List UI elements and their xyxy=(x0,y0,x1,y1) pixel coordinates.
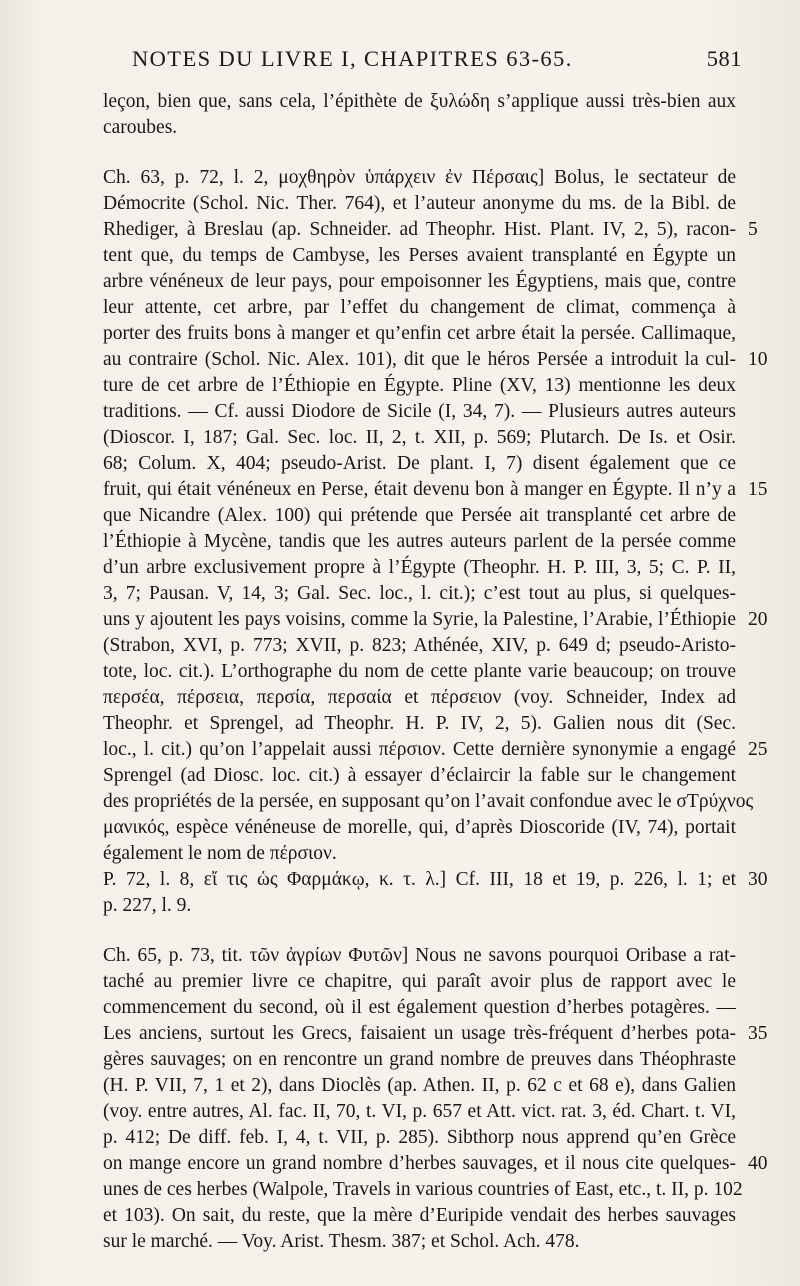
line-number: 10 xyxy=(748,349,768,370)
text-line: l’Éthiopie à Mycène, tandis que les autres auteurs parlent de la persée comme xyxy=(103,531,736,552)
text-line: gères sauvages; on en rencontre un grand nombre de preuves dans Théophraste xyxy=(103,1049,736,1070)
line-number: 25 xyxy=(748,739,768,760)
text-line: μανικός, espèce vénéneuse de morelle, qui, d’après Dioscoride (IV, 74), portait xyxy=(103,817,736,838)
text-line: fruit, qui était vénéneux en Perse, était devenu bon à manger en Égypte. Il n’y a xyxy=(103,479,736,500)
text-line: traditions. — Cf. aussi Diodore de Sicile (I, 34, 7). — Plusieurs autres auteurs xyxy=(103,401,736,422)
text-line: Les anciens, surtout les Grecs, faisaient un usage très-fréquent d’herbes pota- xyxy=(103,1023,736,1044)
text-line: 3, 7; Pausan. V, 14, 3; Gal. Sec. loc., l. cit.); c’est tout au plus, si quelques- xyxy=(103,583,736,604)
text-line: (voy. entre autres, Al. fac. II, 70, t. VI, p. 657 et Att. vict. rat. 3, éd. Chart. t. VI, xyxy=(103,1101,736,1122)
running-header xyxy=(132,46,742,82)
text-line: p. 227, l. 9. xyxy=(103,895,192,916)
line-number: 35 xyxy=(748,1023,768,1044)
text-line: commencement du second, où il est également question d’herbes potagères. — xyxy=(103,997,736,1018)
text-line: Rhediger, à Breslau (ap. Schneider. ad Theophr. Hist. Plant. IV, 2, 5), racon- xyxy=(103,219,736,240)
text-line: d’un arbre exclusivement propre à l’Égypte (Theophr. H. P. III, 3, 5; C. P. II, xyxy=(103,557,736,578)
text-line: loc., l. cit.) qu’on l’appelait aussi πέρσιον. Cette dernière synonymie a engagé xyxy=(103,739,736,760)
text-line: p. 412; De diff. feb. I, 4, t. VII, p. 285). Sibthorp nous apprend qu’en Grèce xyxy=(103,1127,736,1148)
text-line: on mange encore un grand nombre d’herbes sauvages, et il nous cite quelques- xyxy=(103,1153,736,1174)
text-line: (Dioscor. I, 187; Gal. Sec. loc. II, 2, t. XII, p. 569; Plutarch. De Is. et Osir. xyxy=(103,427,736,448)
line-number: 40 xyxy=(748,1153,768,1174)
text-line: Sprengel (ad Diosc. loc. cit.) à essayer d’éclaircir la fable sur le changement xyxy=(103,765,736,786)
page-number: 581 xyxy=(706,46,742,71)
line-number: 20 xyxy=(748,609,768,630)
text-line: tent que, du temps de Cambyse, les Perses avaient transplanté en Égypte un xyxy=(103,245,736,266)
text-line: ture de cet arbre de l’Éthiopie en Égypte. Pline (XV, 13) mentionne les deux xyxy=(103,375,736,396)
line-number: 5 xyxy=(748,219,758,240)
text-line: unes de ces herbes (Walpole, Travels in various countries of East, etc., t. II, p. 102 xyxy=(103,1179,743,1200)
text-line: également le nom de πέρσιον. xyxy=(103,843,337,864)
header-title: NOTES DU LIVRE I, CHAPITRES 63-65. xyxy=(132,46,573,71)
text-line: taché au premier livre ce chapitre, qui paraît avoir plus de rapport avec le xyxy=(103,971,736,992)
text-line: περσέα, πέρσεια, περσία, περσαία et πέρσειον (voy. Schneider, Index ad xyxy=(103,687,736,708)
text-line: (Strabon, XVI, p. 773; XVII, p. 823; Athénée, XIV, p. 649 d; pseudo-Aristo- xyxy=(103,635,736,656)
text-line: au contraire (Schol. Nic. Alex. 101), dit que le héros Persée a introduit la cul- xyxy=(103,349,736,370)
text-line: porter des fruits bons à manger et qu’enfin cet arbre était la persée. Callimaque, xyxy=(103,323,736,344)
text-line: leur attente, cet arbre, par l’effet du changement de climat, commença à xyxy=(103,297,736,318)
text-line: arbre vénéneux de leur pays, pour empoisonner les Égyptiens, mais que, contre xyxy=(103,271,736,292)
line-number: 15 xyxy=(748,479,768,500)
text-line: 68; Colum. X, 404; pseudo-Arist. De plant. I, 7) disent également que ce xyxy=(103,453,736,474)
text-line: Ch. 65, p. 73, tit. τῶν ἀγρίων Φυτῶν] Nous ne savons pourquoi Oribase a rat- xyxy=(103,945,736,966)
text-line: uns y ajoutent les pays voisins, comme la Syrie, la Palestine, l’Arabie, l’Éthiopie xyxy=(103,609,736,630)
text-line: leçon, bien que, sans cela, l’épithète de ξυλώδη s’applique aussi très-bien aux xyxy=(103,91,736,112)
text-line: sur le marché. — Voy. Arist. Thesm. 387; et Schol. Ach. 478. xyxy=(103,1231,580,1252)
line-number: 30 xyxy=(748,869,768,890)
text-line: et 103). On sait, du reste, que la mère d’Euripide vendait des herbes sauvages xyxy=(103,1205,736,1226)
text-line: Ch. 63, p. 72, l. 2, μοχθηρὸν ὑπάρχειν ἐν Πέρσαις] Bolus, le sectateur de xyxy=(103,167,736,188)
text-line: Démocrite (Schol. Nic. Ther. 764), et l’auteur anonyme du ms. de la Bibl. de xyxy=(103,193,736,214)
text-line: tote, loc. cit.). L’orthographe du nom de cette plante varie beaucoup; on trouve xyxy=(103,661,736,682)
text-line: que Nicandre (Alex. 100) qui prétende que Persée ait transplanté cet arbre de xyxy=(103,505,736,526)
text-line: caroubes. xyxy=(103,117,178,138)
text-line: Theophr. et Sprengel, ad Theophr. H. P. IV, 2, 5). Galien nous dit (Sec. xyxy=(103,713,736,734)
text-line: (H. P. VII, 7, 1 et 2), dans Dioclès (ap. Athen. II, p. 62 c et 68 e), dans Galien xyxy=(103,1075,736,1096)
text-line: P. 72, l. 8, εἴ τις ὡς Φαρμάκῳ, κ. τ. λ.] Cf. III, 18 et 19, p. 226, l. 1; et xyxy=(103,869,736,890)
text-line: des propriétés de la persée, en supposant qu’on l’avait confondue avec le σΤρύχνος xyxy=(103,791,754,812)
